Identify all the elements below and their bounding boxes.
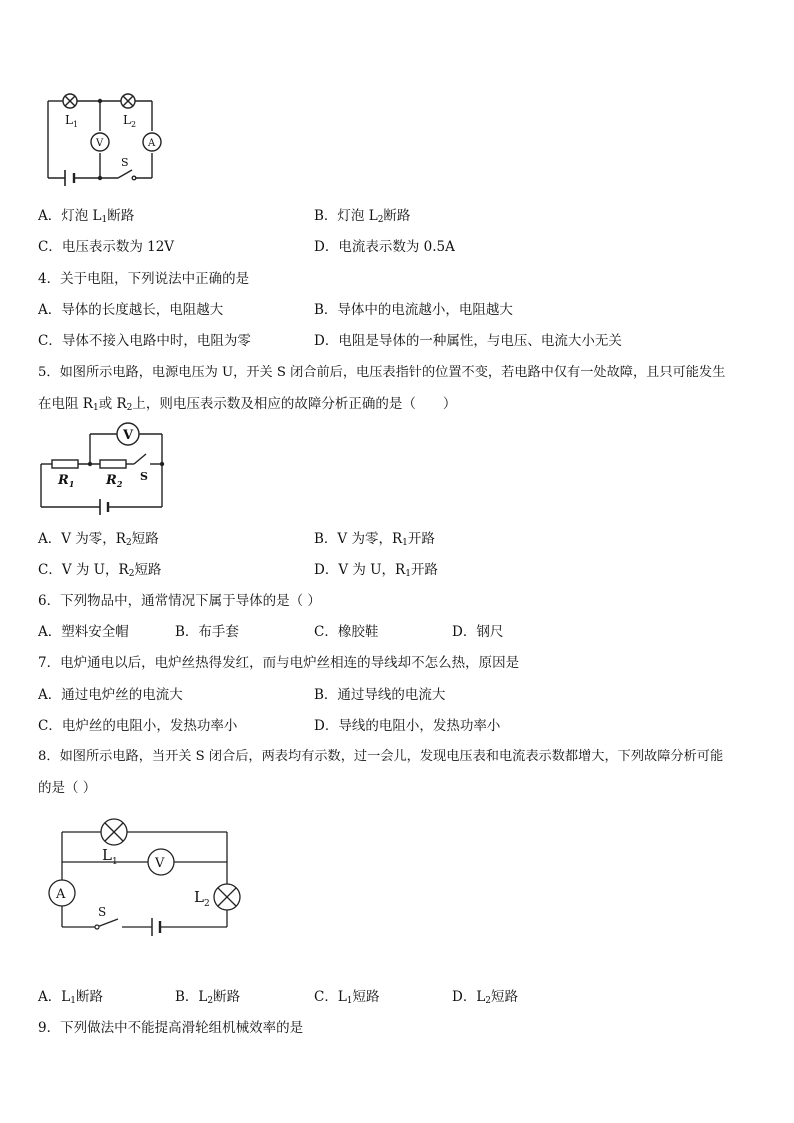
q3-option-c: C．电压表示数为 12V [38, 239, 175, 255]
lamp-l2-label: $L_2$ [194, 888, 210, 909]
q4-option-d: D．电阻是导体的一种属性，与电压、电流大小无关 [314, 333, 622, 349]
q5-option-d: D．V 为 U，$R_1$开路 [314, 562, 438, 579]
switch-label: S [140, 470, 148, 483]
q3-option-b: B．灯泡 $L_2$断路 [314, 208, 411, 225]
q6-option-a: A．塑料安全帽 [38, 624, 129, 640]
circuit-diagram-1 [40, 88, 210, 188]
q7-option-c: C．电炉丝的电阻小，发热功率小 [38, 718, 238, 734]
q5-stem-line2: 在电阻 $R_1$或 $R_2$上，则电压表示数及相应的故障分析正确的是（ ） [38, 396, 457, 413]
voltmeter-label: V [123, 428, 134, 443]
q5-option-b: B．V 为零，$R_1$开路 [314, 531, 435, 548]
circuit-diagram-3 [42, 812, 252, 942]
q8-option-a: A．$L_1$断路 [38, 989, 103, 1006]
q8-option-d: D．$L_2$短路 [452, 989, 519, 1006]
resistor-r2-label: $R_2$ [106, 473, 123, 489]
switch-label: S [98, 905, 107, 919]
lamp-l1-label: $L_1$ [65, 113, 79, 129]
lamp-l1-label: $L_1$ [102, 846, 118, 867]
q5-option-a: A．V 为零，$R_2$短路 [38, 531, 159, 548]
q8-option-c: C．$L_1$短路 [314, 989, 380, 1006]
q6-option-b: B．布手套 [175, 624, 239, 640]
q8-stem-line2: 的是（ ） [38, 780, 97, 796]
q6-option-d: D．钢尺 [452, 624, 504, 640]
q7-stem: 7．电炉通电以后，电炉丝热得发红，而与电炉丝相连的导线却不怎么热，原因是 [38, 655, 520, 671]
q4-option-c: C．导体不接入电路中时，电阻为零 [38, 333, 251, 349]
resistor-r1-label: $R_1$ [58, 473, 75, 489]
q4-stem: 4．关于电阻，下列说法中正确的是 [38, 271, 250, 287]
q7-option-a: A．通过电炉丝的电流大 [38, 687, 183, 703]
q9-stem: 9．下列做法中不能提高滑轮组机械效率的是 [38, 1020, 304, 1036]
voltmeter-label: V [155, 856, 165, 871]
ammeter-label: A [148, 138, 156, 149]
q3-option-d: D．电流表示数为 0.5A [314, 239, 455, 255]
q4-option-a: A．导体的长度越长，电阻越大 [38, 302, 224, 318]
ammeter-label: A [56, 887, 66, 902]
circuit-diagram-2 [38, 422, 178, 512]
q5-option-c: C．V 为 U，$R_2$短路 [38, 562, 162, 579]
q7-option-d: D．导线的电阻小，发热功率小 [314, 718, 501, 734]
q6-stem: 6．下列物品中，通常情况下属于导体的是（ ） [38, 593, 321, 609]
q5-stem-line1: 5．如图所示电路，电源电压为 U，开关 S 闭合前后，电压表指针的位置不变，若电路中仅有一处故障，且只可能发生 [38, 365, 726, 380]
lamp-l2-label: $L_2$ [123, 113, 137, 129]
q3-option-a: A．灯泡 $L_1$断路 [38, 208, 135, 225]
voltmeter-label: V [96, 138, 104, 149]
q4-option-b: B．导体中的电流越小，电阻越大 [314, 302, 513, 318]
q7-option-b: B．通过导线的电流大 [314, 687, 446, 703]
q6-option-c: C．橡胶鞋 [314, 624, 379, 640]
q8-stem-line1: 8．如图所示电路，当开关 S 闭合后，两表均有示数，过一会儿，发现电压表和电流表示数都增大，下列故障分析可能 [38, 749, 724, 764]
q8-option-b: B．$L_2$断路 [175, 989, 241, 1006]
switch-label: S [121, 156, 129, 169]
